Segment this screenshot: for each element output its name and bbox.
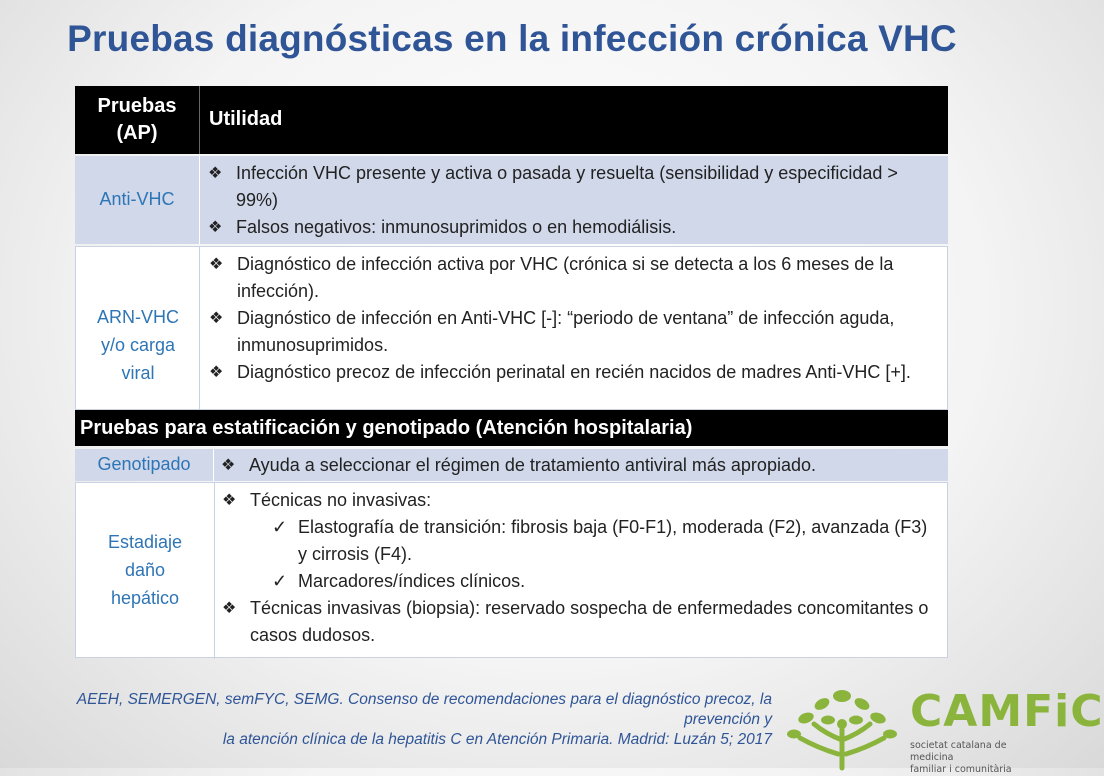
row-content-anti-vhc <box>206 160 936 241</box>
slide-title: Pruebas diagnósticas en la infección crónica VHC <box>67 18 957 59</box>
row-label-anti-vhc: Anti-VHC <box>99 189 175 210</box>
diamond-bullet-icon: ❖ <box>222 600 237 617</box>
diamond-bullet-icon: ❖ <box>209 310 224 327</box>
diamond-bullet-icon: ❖ <box>209 256 224 273</box>
logo-name: CAMFiC <box>910 686 1104 737</box>
list-item: ❖ Diagnóstico de infección activa por VHC (crónica si se detecta a los 6 meses de la infección). <box>207 251 937 305</box>
diamond-bullet-icon: ❖ <box>221 457 236 474</box>
list-item: ❖ Técnicas no invasivas: <box>220 487 940 514</box>
list-item: ❖ Diagnóstico de infección en Anti-VHC [-]: “periodo de ventana” de infección aguda, inmunosuprimidos. <box>207 305 937 359</box>
list-item: ❖ Falsos negativos: inmunosuprimidos o en hemodiálisis. <box>206 214 936 241</box>
table-row <box>75 246 948 410</box>
row-content-genotipado <box>219 452 939 479</box>
table-row <box>75 482 948 658</box>
table-row <box>75 449 948 481</box>
row-content-estadiaje <box>220 487 940 649</box>
citation: AEEH, SEMERGEN, semFYC, SEMG. Consenso de recomendaciones para el diagnóstico precoz, la prevención y la atención clínica de la hepatitis C en Atención Primaria. Madrid: Luzán 5; 2017 <box>76 691 772 748</box>
camfic-logo <box>778 684 1104 775</box>
diamond-bullet-icon: ❖ <box>222 492 237 509</box>
table-row <box>75 156 948 244</box>
list-item: ✓ Marcadores/índices clínicos. <box>220 568 940 595</box>
row-label-genotipado: Genotipado <box>97 454 191 475</box>
table1-header <box>75 86 948 154</box>
list-item: ❖ Técnicas invasivas (biopsia): reservado sospecha de enfermedades concomitantes o casos dudosos. <box>220 595 940 649</box>
diamond-bullet-icon: ❖ <box>208 165 223 182</box>
list-item: ❖ Ayuda a seleccionar el régimen de tratamiento antiviral más apropiado. <box>219 452 939 479</box>
row-label-arn-vhc: ARN-VHC y/o carga viral <box>96 307 179 383</box>
checkmark-icon: ✓ <box>272 571 288 591</box>
diamond-bullet-icon: ❖ <box>208 219 223 236</box>
checkmark-icon: ✓ <box>272 517 288 537</box>
diamond-bullet-icon: ❖ <box>209 364 224 381</box>
list-item: ✓ Elastografía de transición: fibrosis baja (F0-F1), moderada (F2), avanzada (F3) y cirrosis (F4). <box>220 514 940 568</box>
row-content-arn-vhc <box>207 251 937 386</box>
list-item: ❖ Infección VHC presente y activa o pasada y resuelta (sensibilidad y especificidad > 99%) <box>206 160 936 214</box>
table2-header: Pruebas para estatificación y genotipado (Atención hospitalaria) <box>75 410 948 446</box>
logo-subtitle: societat catalana de medicina familiar i comunitària <box>910 740 1012 775</box>
col-header-utilidad: Utilidad <box>209 108 283 130</box>
tree-logo-icon <box>778 684 906 768</box>
row-label-estadiaje: Estadiaje daño hepático <box>107 532 183 608</box>
col-header-pruebas: Pruebas (AP) <box>75 86 200 154</box>
list-item: ❖ Diagnóstico precoz de infección perinatal en recién nacidos de madres Anti-VHC [+]. <box>207 359 937 386</box>
